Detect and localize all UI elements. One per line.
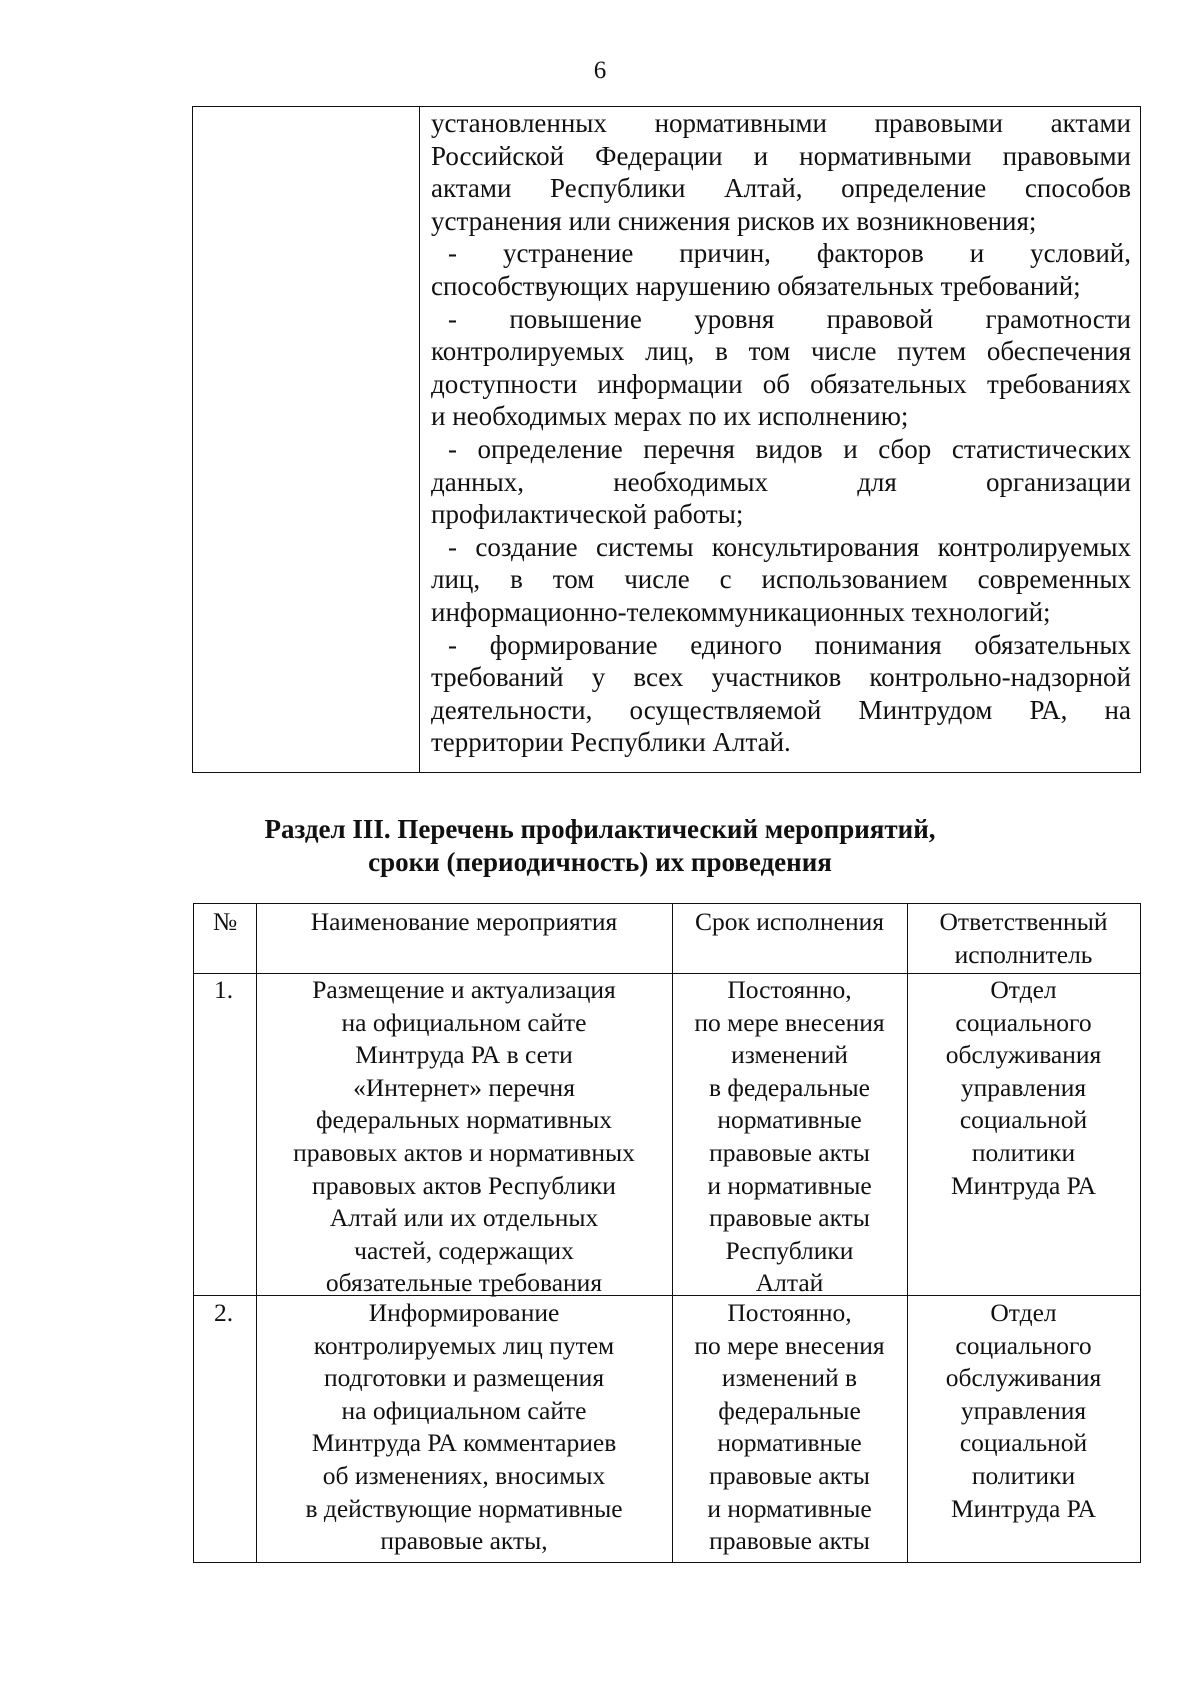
activity-term-line: федеральные: [718, 1395, 861, 1425]
activity-name: [256, 1297, 672, 1558]
activity-name-line: Информирование: [368, 1298, 560, 1327]
header-name: [256, 906, 672, 939]
activity-name-line: федеральных нормативных: [315, 1105, 613, 1135]
text-line: - определение перечня видов и сбор статистических: [448, 433, 1131, 464]
activity-responsible-line: социальной: [959, 1428, 1088, 1458]
activity-name-line: контролируемых лиц путем: [313, 1330, 615, 1360]
text-line: установленных нормативными правовыми актами: [431, 108, 1131, 138]
activity-responsible-line: Отдел: [990, 975, 1057, 1004]
activities-table: [193, 903, 1141, 1563]
header-responsible: [907, 906, 1140, 971]
activity-responsible: [907, 1297, 1140, 1525]
text-line: - формирование единого понимания обязательных: [448, 629, 1131, 660]
activity-responsible-line: обслуживания: [945, 1040, 1102, 1070]
page-number: 6: [593, 57, 607, 84]
text-line: и необходимых мерах по их исполнению;: [431, 401, 909, 432]
activity-responsible-line: управления: [960, 1395, 1087, 1425]
activity-term-line: по мере внесения: [694, 1007, 885, 1037]
section-title: [0, 813, 1200, 879]
row-number: [194, 974, 256, 1007]
section-title-line: сроки (периодичность) их проведения: [368, 847, 832, 877]
continuation-text-cell: [431, 107, 1131, 759]
text-line: устранения или снижения рисков их возникновения;: [431, 205, 1037, 236]
activity-responsible-line: социального: [955, 1330, 1092, 1360]
activity-name-line: на официальном сайте: [341, 1007, 587, 1037]
text-line: актами Республики Алтай, определение способов: [431, 173, 1131, 204]
activity-term-line: нормативные: [717, 1105, 862, 1135]
activity-term-line: изменений: [731, 1040, 848, 1070]
activity-responsible-line: политики: [971, 1460, 1076, 1490]
activity-name-line: Размещение и актуализация: [312, 975, 616, 1004]
activity-name-line: частей, содержащих: [354, 1235, 574, 1265]
section-title-line: Раздел III. Перечень профилактический мероприятий,: [264, 814, 936, 844]
text-line: территории Республики Алтай.: [431, 727, 791, 758]
text-line: Российской Федерации и нормативными правовыми: [431, 140, 1131, 171]
text-line: деятельности, осуществляемой Минтрудом РА, на: [431, 694, 1131, 725]
activity-responsible: [907, 974, 1140, 1202]
activity-term: [672, 1297, 907, 1558]
activity-name-line: подготовки и размещения: [323, 1363, 605, 1393]
activity-responsible-line: социальной: [959, 1105, 1088, 1135]
text-line: требований у всех участников контрольно-надзорной: [431, 662, 1131, 693]
activity-term-line: изменений в: [721, 1363, 858, 1393]
header-term: [672, 906, 907, 939]
activity-name-line: Минтруда РА комментариев: [311, 1428, 617, 1458]
activity-name-line: «Интернет» перечня: [353, 1072, 575, 1102]
header-responsible-line: Ответственный: [939, 907, 1108, 936]
activity-responsible-line: обслуживания: [945, 1363, 1102, 1393]
row-number-text: 2.: [214, 1298, 234, 1327]
activity-term-line: по мере внесения: [694, 1330, 885, 1360]
activity-responsible-line: Минтруда РА: [951, 1170, 1096, 1200]
row-number: [194, 1297, 256, 1330]
text-line: лиц, в том числе с использованием современных: [431, 564, 1131, 595]
activity-term-line: Постоянно,: [727, 1298, 852, 1327]
activity-term-line: нормативные: [717, 1428, 862, 1458]
continuation-empty-cell: [193, 107, 420, 772]
row-number-text: 1.: [214, 975, 234, 1004]
header-responsible-line: исполнитель: [954, 939, 1093, 969]
header-number-text: №: [212, 907, 238, 936]
text-line: способствующих нарушению обязательных требований;: [431, 270, 1081, 301]
text-line: - создание системы консультирования контролируемых: [448, 531, 1131, 562]
activity-term-line: в федеральные: [709, 1072, 870, 1102]
activity-name-line: Алтай или их отдельных: [329, 1203, 599, 1233]
activity-term-line: Алтай: [755, 1268, 824, 1298]
text-line: контролируемых лиц, в том числе путем обеспечения: [431, 336, 1131, 367]
header-number: [194, 906, 256, 939]
activity-name-line: об изменениях, вносимых: [322, 1460, 606, 1490]
activity-term-line: правовые акты: [709, 1460, 870, 1490]
activity-term-line: Республики: [725, 1235, 854, 1265]
activity-term: [672, 974, 907, 1300]
header-name-text: Наименование мероприятия: [310, 907, 618, 936]
text-line: информационно-телекоммуникационных технологий;: [431, 596, 1051, 627]
activity-name-line: Минтруда РА в сети: [355, 1040, 573, 1070]
continuation-table: [192, 106, 1141, 773]
activity-term-line: и нормативные: [707, 1170, 872, 1200]
activity-term-line: правовые акты: [709, 1203, 870, 1233]
activity-name-line: на официальном сайте: [341, 1395, 587, 1425]
activity-responsible-line: политики: [971, 1137, 1076, 1167]
activity-term-line: и нормативные: [707, 1493, 872, 1523]
activity-name-line: правовых актов Республики: [312, 1170, 616, 1200]
text-line: доступности информации об обязательных требованиях: [431, 368, 1131, 399]
header-term-text: Срок исполнения: [694, 907, 884, 936]
activity-term-line: правовые акты: [709, 1137, 870, 1167]
activity-name-line: в действующие нормативные: [305, 1493, 623, 1523]
text-line: профилактической работы;: [431, 499, 744, 530]
activity-name-line: обязательные требования: [325, 1268, 603, 1298]
activity-responsible-line: Отдел: [990, 1298, 1057, 1327]
activity-name-line: правовые акты,: [380, 1526, 548, 1556]
activity-term-line: Постоянно,: [727, 975, 852, 1004]
activity-responsible-line: социального: [955, 1007, 1092, 1037]
activity-name-line: правовых актов и нормативных: [293, 1137, 635, 1167]
activity-responsible-line: Минтруда РА: [951, 1493, 1096, 1523]
text-line: данных, необходимых для организации: [431, 466, 1131, 497]
activity-name: [256, 974, 672, 1300]
text-line: - устранение причин, факторов и условий,: [448, 238, 1131, 269]
activity-responsible-line: управления: [960, 1072, 1087, 1102]
activity-term-line: правовые акты: [709, 1526, 870, 1556]
text-line: - повышение уровня правовой грамотности: [448, 303, 1131, 334]
